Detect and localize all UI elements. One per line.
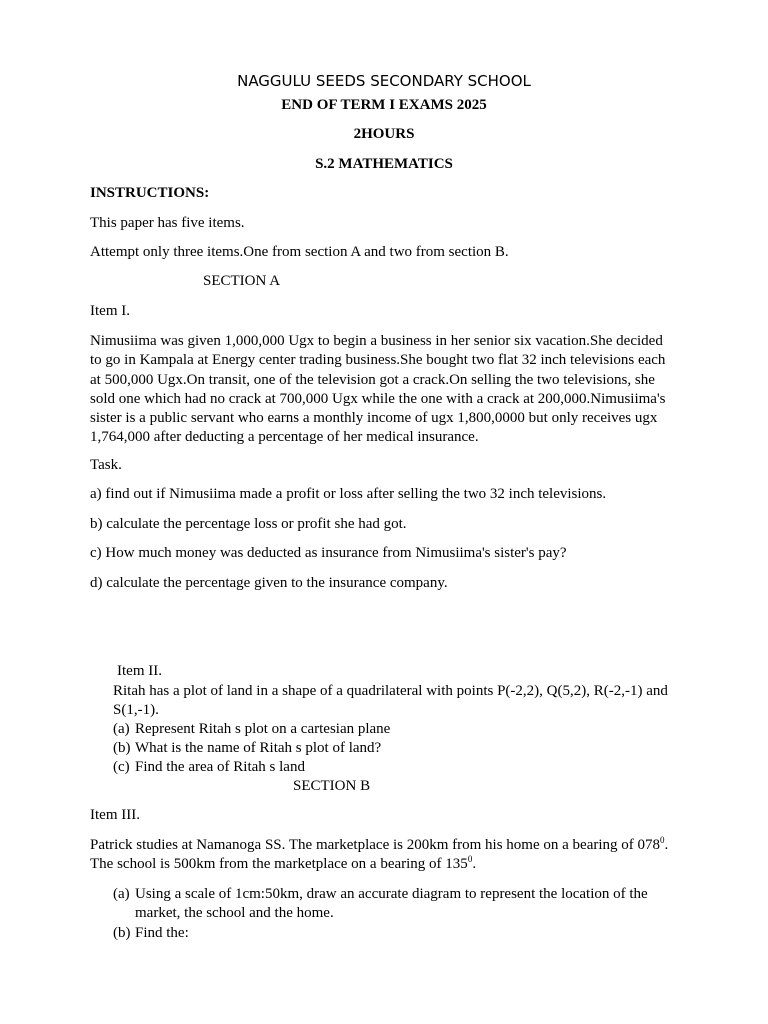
item-3-body-part-2: . The school is 500km from the marketplace on a bearing of 135: [90, 837, 669, 873]
item-2-part-b: [113, 739, 683, 758]
item-3-part-b: [113, 924, 683, 943]
item-2-part-a: [113, 720, 683, 739]
section-b-title: SECTION B: [293, 778, 371, 794]
degree-superscript: 0: [660, 835, 665, 845]
task-a: a) find out if Nimusiima made a profit or loss after selling the two 32 inch televisions.: [90, 486, 607, 502]
part-text: Find the area of Ritah s land: [135, 759, 305, 775]
part-text: Using a scale of 1cm:50km, draw an accurate diagram to represent the location of the market, the school and the home.: [135, 886, 648, 922]
item-1-title: Item I.: [90, 303, 130, 319]
exam-title: END OF TERM I EXAMS 2025: [281, 97, 487, 113]
item-1-body: Nimusiima was given 1,000,000 Ugx to begin a business in her senior six vacation.She decided to go in Kampala at Energy center trading business.She bought two flat 32 inch televisions each at 500,000 Ugx.On transit, one of the television got a crack.On selling the two televisions, she sold one which had no crack at 700,000 Ugx while the one with a crack at 200,000.Nimusiima's sister is a public servant who earns a monthly income of ugx 1,800,0000 but only receives ugx 1,764,000 after deducting a percentage of her medical insurance.: [90, 333, 666, 446]
item-3-body: [90, 836, 675, 875]
part-text: What is the name of Ritah s plot of land?: [135, 740, 382, 756]
task-c: c) How much money was deducted as insurance from Nimusiima's sister's pay?: [90, 545, 567, 561]
part-marker: (a): [113, 721, 130, 737]
item-2-part-c: [113, 758, 683, 777]
degree-superscript: 0: [467, 854, 473, 865]
task-d: d) calculate the percentage given to the insurance company.: [90, 575, 448, 591]
item-3-body-part-3: .: [472, 856, 477, 873]
task-label: Task.: [90, 457, 122, 473]
section-a-title: SECTION A: [203, 273, 281, 289]
instructions-heading: INSTRUCTIONS:: [90, 185, 210, 201]
school-name: NAGGULU SEEDS SECONDARY SCHOOL: [237, 72, 531, 90]
part-marker: (b): [113, 925, 131, 941]
task-b: b) calculate the percentage loss or profit she had got.: [90, 516, 407, 532]
item-3-title: Item III.: [90, 807, 140, 823]
item-3-body-part-1: Patrick studies at Namanoga SS. The marketplace is 200km from his home on a bearing of 078: [90, 837, 661, 853]
part-marker: (b): [113, 740, 131, 756]
item-2-body: Ritah has a plot of land in a shape of a quadrilateral with points P(-2,2), Q(5,2), R(-2,-1) and S(1,-1).: [113, 683, 668, 719]
subject-title: S.2 MATHEMATICS: [315, 156, 453, 172]
part-marker: (a): [113, 886, 130, 902]
part-marker: (c): [113, 759, 130, 775]
item-3-part-a: [113, 885, 683, 924]
instruction-line-1: This paper has five items.: [90, 215, 245, 231]
exam-duration: 2HOURS: [353, 126, 415, 142]
part-text: Represent Ritah s plot on a cartesian plane: [135, 721, 391, 737]
part-text: Find the:: [135, 925, 189, 941]
instruction-line-2: Attempt only three items.One from section A and two from section B.: [90, 244, 509, 260]
item-2-title: Item II.: [117, 663, 162, 679]
